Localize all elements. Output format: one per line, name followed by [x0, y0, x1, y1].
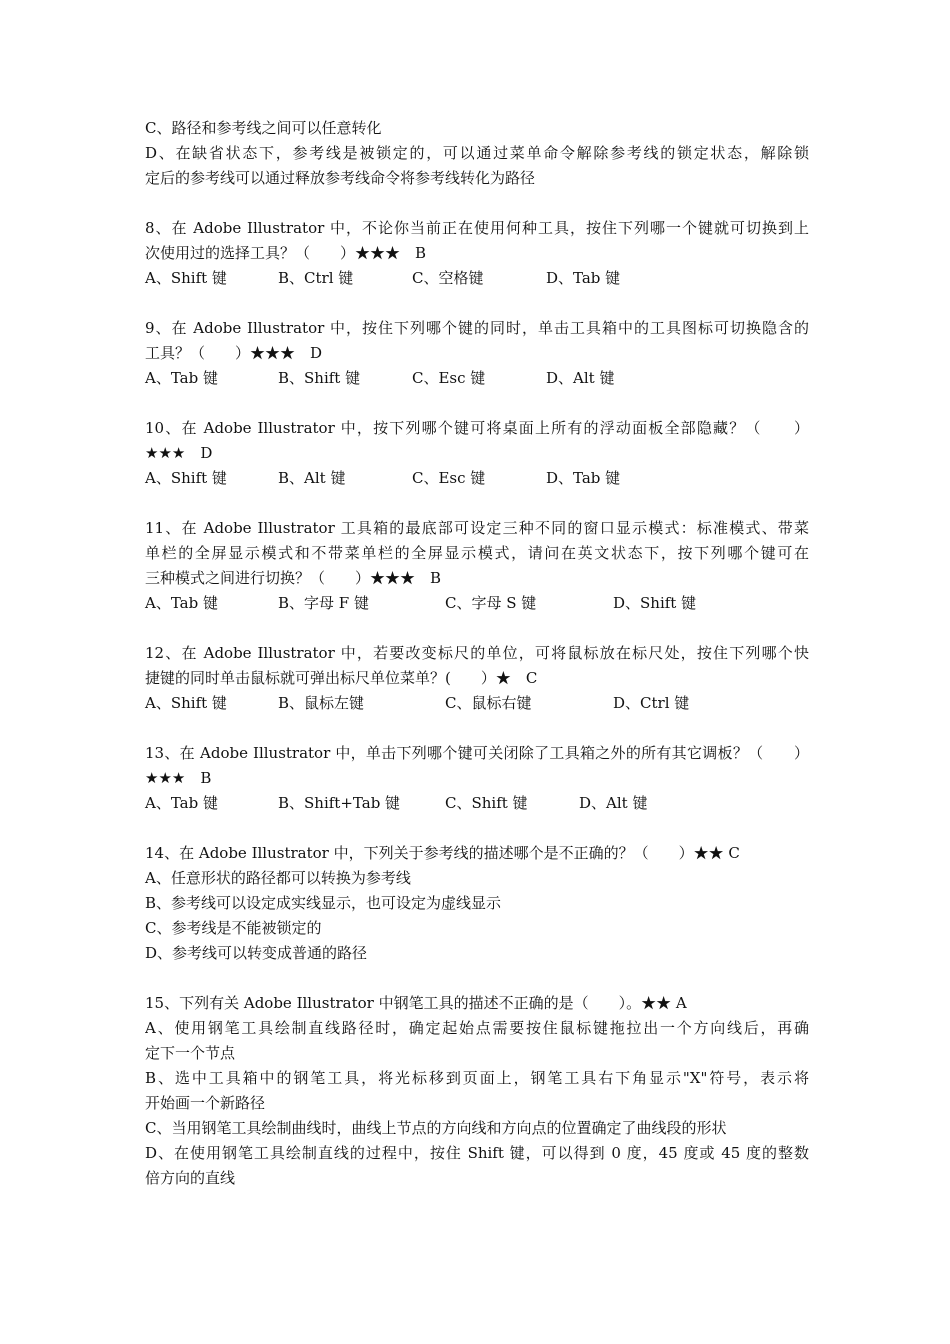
option-b: B、字母 F 键 [278, 594, 369, 612]
option-b: B、Ctrl 键 [278, 269, 354, 287]
option-a: A、Tab 键 [145, 794, 218, 812]
option-d: D、Alt 键 [579, 794, 648, 812]
option-c: C、鼠标右键 [445, 694, 532, 712]
option-c: C、当用钢笔工具绘制曲线时，曲线上节点的方向线和方向点的位置确定了曲线段的形状 [145, 1119, 727, 1137]
question-text: 13、在 Adobe Illustrator 中，单击下列哪个键可关闭除了工具箱之外的所有其它调板？（ ） [145, 744, 809, 762]
question-14 [145, 841, 809, 966]
option-a: A、Shift 键 [145, 469, 227, 487]
option-a: A、任意形状的路径都可以转换为参考线 [145, 869, 411, 887]
option-text: D、在缺省状态下，参考线是被锁定的，可以通过菜单命令解除参考线的锁定状态，解除锁 [145, 144, 809, 162]
option-b: B、Shift+Tab 键 [278, 794, 401, 812]
question-text: 8、在 Adobe Illustrator 中，不论你当前正在使用何种工具，按住下列哪一个键就可切换到上 [145, 219, 809, 237]
option-a: A、Tab 键 [145, 369, 218, 387]
option-b: B、鼠标左键 [278, 694, 365, 712]
option-c: C、参考线是不能被锁定的 [145, 919, 322, 937]
option-text: 定后的参考线可以通过释放参考线命令将参考线转化为路径 [145, 169, 536, 187]
options-row [145, 791, 809, 816]
question-text: 单栏的全屏显示模式和不带菜单栏的全屏显示模式，请问在英文状态下，按下列哪个键可在 [145, 544, 809, 562]
option-b: B、选中工具箱中的钢笔工具，将光标移到页面上，钢笔工具右下角显示"X"符号，表示将 [145, 1069, 809, 1087]
option-d: D、参考线可以转变成普通的路径 [145, 944, 368, 962]
question-text: ★★★ D [145, 444, 213, 462]
question-text: 10、在 Adobe Illustrator 中，按下列哪个键可将桌面上所有的浮动面板全部隐藏？（ ） [145, 419, 809, 437]
options-row [145, 266, 809, 291]
question-text: 15、下列有关 Adobe Illustrator 中钢笔工具的描述不正确的是（ ）。★★ A [145, 994, 687, 1012]
question-text: 次使用过的选择工具？（ ）★★★ B [145, 244, 427, 262]
option-a: A、Shift 键 [145, 269, 227, 287]
question-9 [145, 316, 809, 391]
option-d: D、Alt 键 [546, 369, 615, 387]
option-c: C、字母 S 键 [445, 594, 537, 612]
option-c: C、Shift 键 [445, 794, 528, 812]
option-b: B、Shift 键 [278, 369, 361, 387]
option-d-continued: 倍方向的直线 [145, 1169, 236, 1187]
options-row [145, 691, 809, 716]
option-c: C、Esc 键 [412, 369, 486, 387]
option-c: C、空格键 [412, 269, 484, 287]
question-text: ★★★ B [145, 769, 212, 787]
option-d: D、Shift 键 [613, 594, 697, 612]
option-a-continued: 定下一个节点 [145, 1044, 236, 1062]
options-row [145, 466, 809, 491]
option-text: C、路径和参考线之间可以任意转化 [145, 119, 382, 137]
question-8 [145, 216, 809, 291]
option-a: A、Tab 键 [145, 594, 218, 612]
option-d: D、Tab 键 [546, 269, 621, 287]
question-text: 12、在 Adobe Illustrator 中，若要改变标尺的单位，可将鼠标放在标尺处，按住下列哪个快 [145, 644, 809, 662]
question-10 [145, 416, 809, 491]
question-13 [145, 741, 809, 816]
question-text: 14、在 Adobe Illustrator 中，下列关于参考线的描述哪个是不正确的？（ ）★★ C [145, 844, 740, 862]
options-row [145, 591, 809, 616]
question-text: 三种模式之间进行切换？（ ）★★★ B [145, 569, 442, 587]
question-text: 11、在 Adobe Illustrator 工具箱的最底部可设定三种不同的窗口显示模式：标准模式、带菜 [145, 519, 809, 537]
document-page [145, 116, 809, 1191]
question-text: 工具？（ ）★★★ D [145, 344, 323, 362]
option-c: C、Esc 键 [412, 469, 486, 487]
question-11 [145, 516, 809, 616]
option-d: D、Tab 键 [546, 469, 621, 487]
option-d: D、Ctrl 键 [613, 694, 690, 712]
option-b: B、Alt 键 [278, 469, 346, 487]
option-a: A、使用钢笔工具绘制直线路径时，确定起始点需要按住鼠标键拖拉出一个方向线后，再确 [145, 1019, 809, 1037]
question-15 [145, 991, 809, 1191]
option-a: A、Shift 键 [145, 694, 227, 712]
question-text: 9、在 Adobe Illustrator 中，按住下列哪个键的同时，单击工具箱中的工具图标可切换隐含的 [145, 319, 809, 337]
question-12 [145, 641, 809, 716]
option-b-continued: 开始画一个新路径 [145, 1094, 266, 1112]
option-b: B、参考线可以设定成实线显示，也可设定为虚线显示 [145, 894, 502, 912]
options-row [145, 366, 809, 391]
question-text: 捷键的同时单击鼠标就可弹出标尺单位菜单？( ）★ C [145, 669, 538, 687]
option-d: D、在使用钢笔工具绘制直线的过程中，按住 Shift 键，可以得到 0 度，45 度或 45 度的整数 [145, 1144, 809, 1162]
